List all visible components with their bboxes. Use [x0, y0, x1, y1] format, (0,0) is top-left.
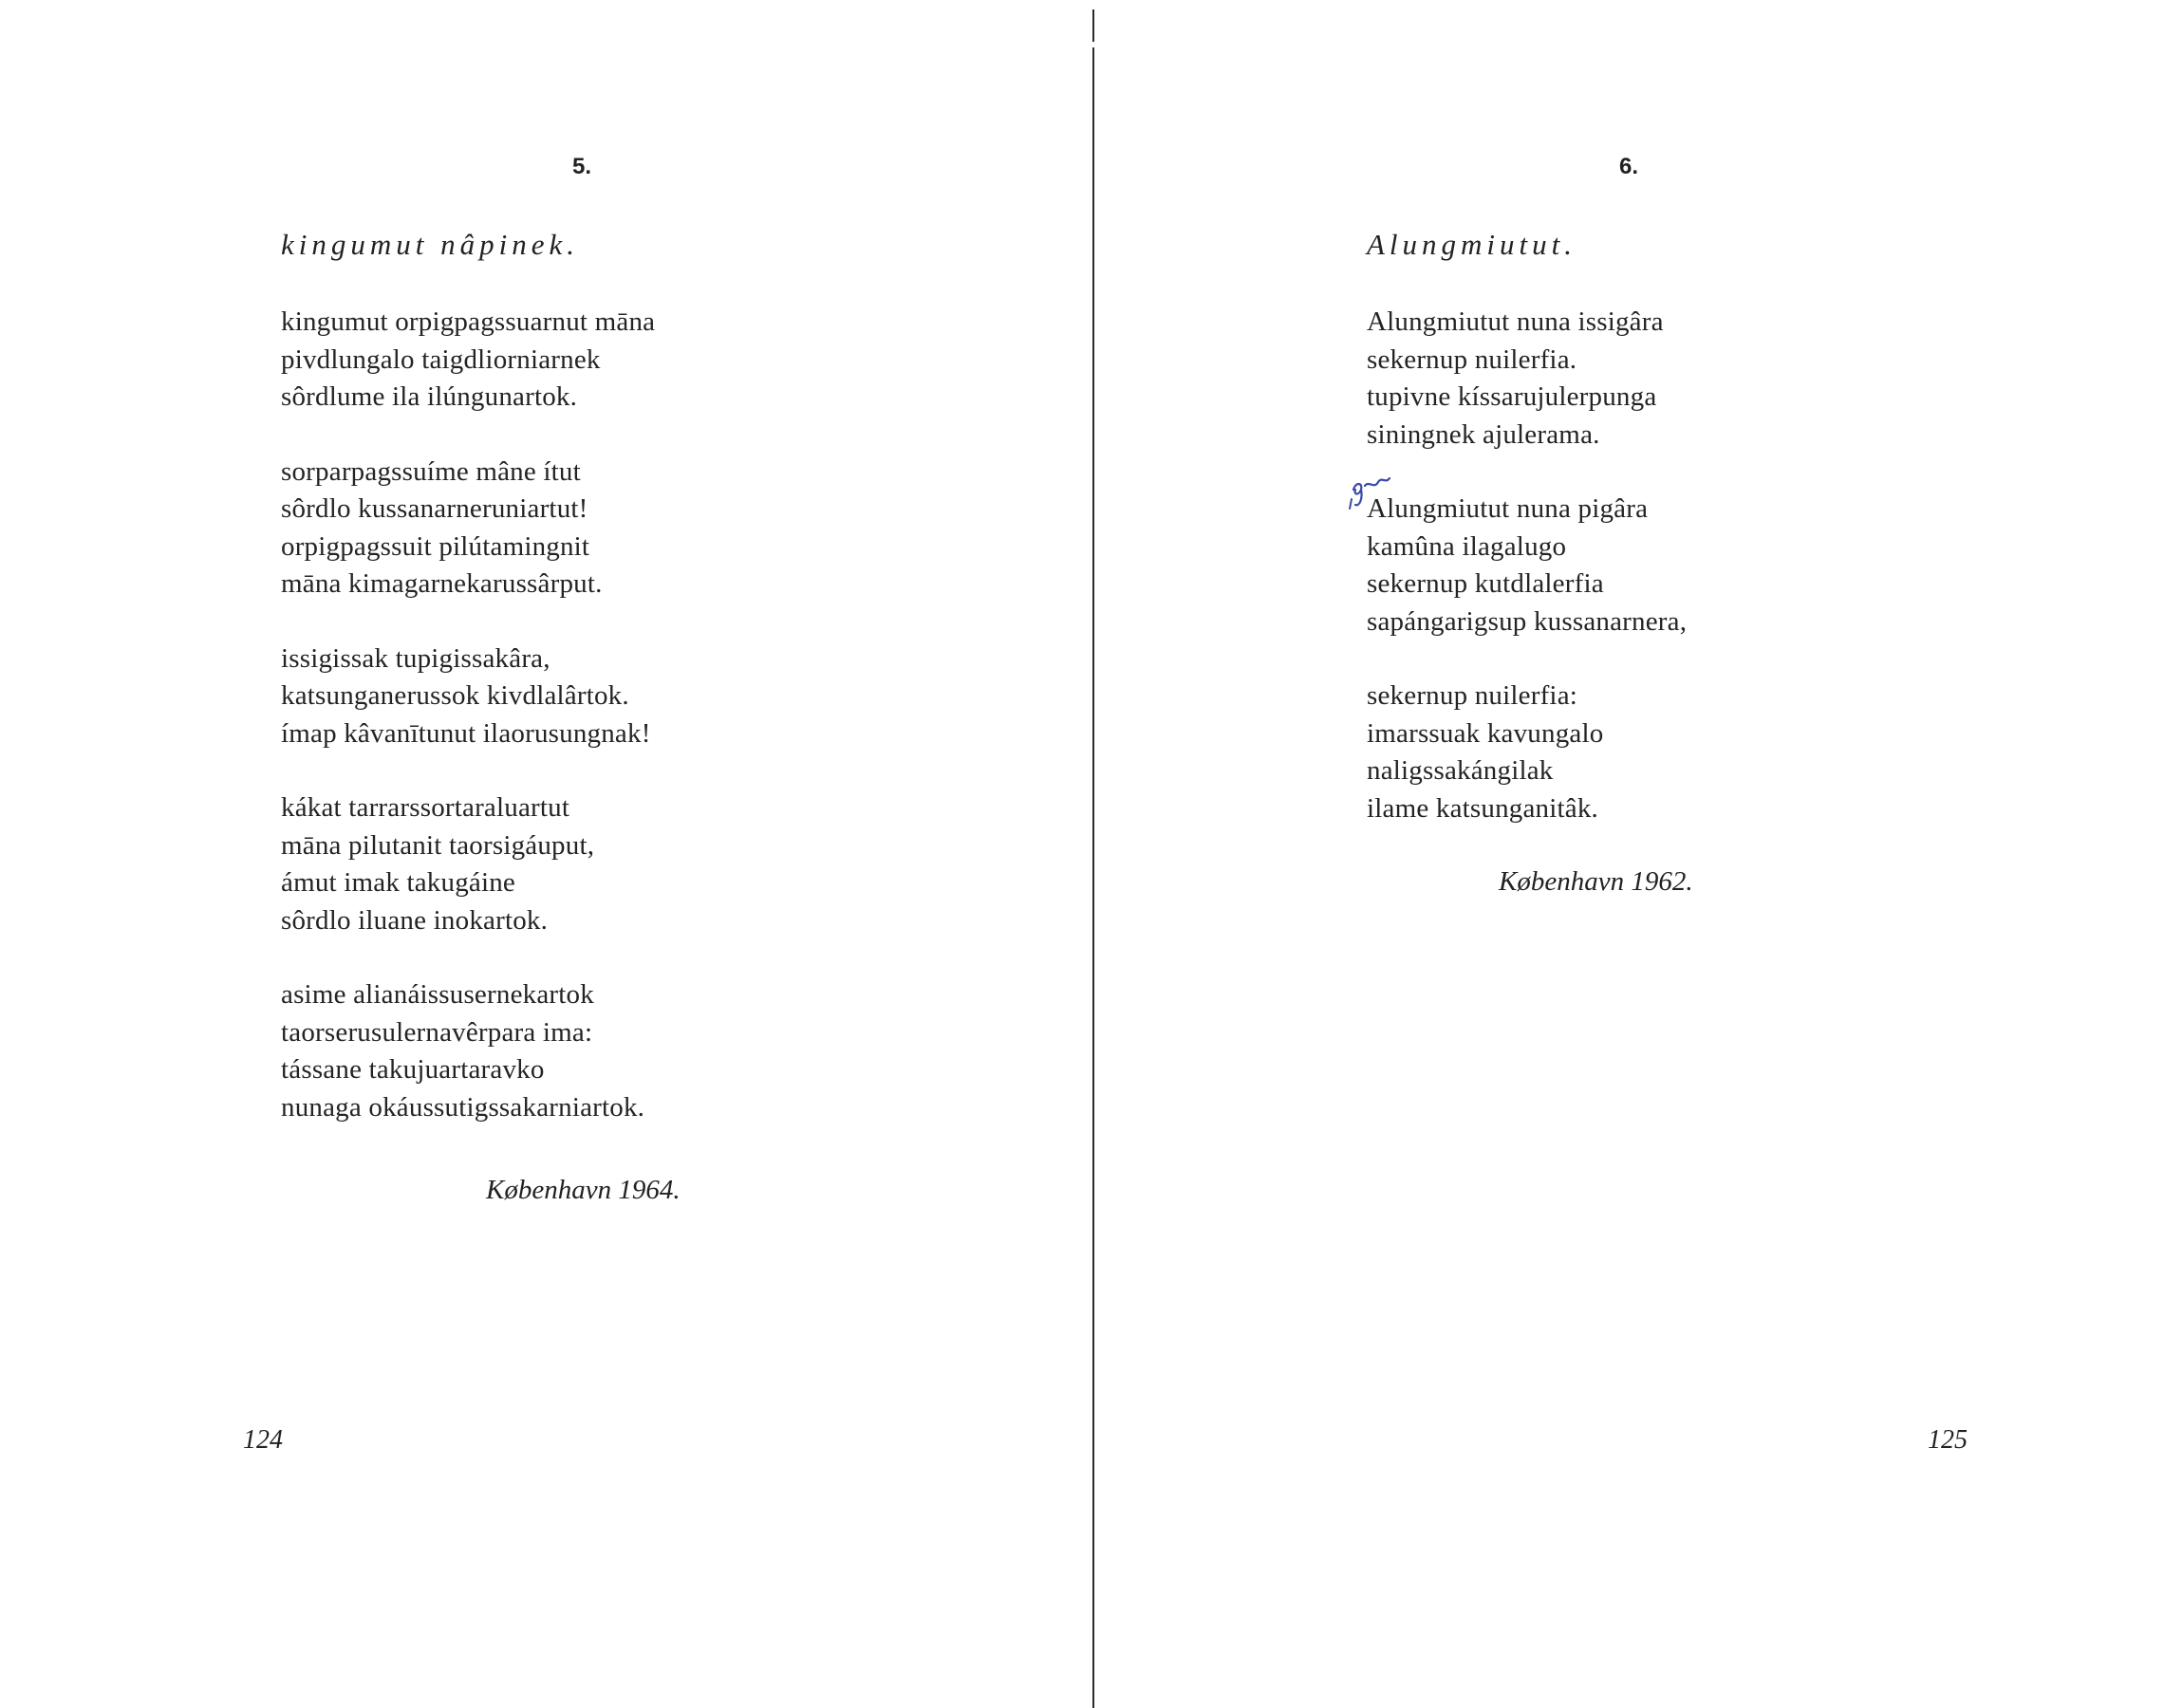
poem-line: orpigpagssuit pilútamingnit: [281, 530, 590, 562]
poem-line: māna kimagarnekarussârput.: [281, 568, 603, 599]
poem-line: Alungmiutut nuna pigâra: [1367, 493, 1649, 524]
poem-line: asime alianáissusernekartok: [281, 979, 594, 1010]
poem-line: sekernup nuilerfia.: [1367, 343, 1577, 375]
place-date-signature: København 1962.: [1499, 866, 1693, 897]
poem-body: [281, 304, 655, 1163]
poem-line: taorserusulernavêrpara ima:: [281, 1016, 593, 1048]
poem-title: kingumut nâpinek.: [281, 228, 580, 261]
poem-number: 5.: [572, 154, 592, 179]
poem-line: imarssuak kavungalo: [1367, 717, 1604, 749]
poem-line: naligssakángilak: [1367, 755, 1554, 786]
stanza: [1367, 678, 1687, 827]
place-date-signature: København 1964.: [486, 1175, 681, 1205]
poem-line: kingumut orpigpagssuarnut māna: [281, 306, 656, 337]
poem-line: sekernup kutdlalerfia: [1367, 568, 1604, 599]
poem-line: sekernup nuilerfia:: [1367, 680, 1578, 711]
stanza: [281, 789, 655, 939]
poem-number: 6.: [1619, 154, 1639, 179]
poem-line: ámut imak takugáine: [281, 867, 516, 898]
stanza: [281, 640, 655, 753]
poem-line: sorparpagssuíme mâne ítut: [281, 455, 581, 487]
poem-line: kákat tarrarssortaraluartut: [281, 792, 570, 823]
poem-line: sapángarigsup kussanarnera,: [1367, 605, 1688, 637]
right-page: [1094, 0, 2183, 1708]
poem-line: pivdlungalo taigdliorniarnek: [281, 343, 601, 375]
poem-line: tássane takujuartaravko: [281, 1054, 545, 1085]
poem-line: ímap kâvanītunut ilaorusungnak!: [281, 717, 651, 749]
poem-line: nunaga okáussutigssakarniartok.: [281, 1091, 645, 1123]
poem-line: siningnek ajulerama.: [1367, 418, 1600, 450]
page-number: 124: [243, 1425, 283, 1455]
poem-line: māna pilutanit taorsigáuput,: [281, 829, 595, 861]
poem-title: Alungmiutut.: [1367, 228, 1577, 261]
page-number: 125: [1928, 1425, 1968, 1455]
poem-line: sôrdlo kussanarneruniartut!: [281, 493, 588, 524]
poem-line: Alungmiutut nuna issigâra: [1367, 306, 1664, 337]
poem-line: kamûna ilagalugo: [1367, 530, 1567, 562]
stanza: [281, 454, 655, 603]
stanza: [1367, 304, 1687, 454]
stanza: [281, 976, 655, 1126]
poem-body: [1367, 304, 1687, 864]
poem-line: katsunganerussok kivdlalârtok.: [281, 680, 629, 711]
stanza: [281, 304, 655, 417]
poem-line: issigissak tupigissakâra,: [281, 642, 550, 674]
poem-line: sôrdlo iluane inokartok.: [281, 904, 549, 936]
handwritten-correction-mark: [1346, 471, 1401, 511]
poem-line: tupivne kíssarujulerpunga: [1367, 381, 1657, 412]
poem-line: ilame katsunganitâk.: [1367, 792, 1598, 824]
stanza: [1367, 491, 1687, 640]
poem-line: sôrdlume ila ilúngunartok.: [281, 381, 578, 412]
